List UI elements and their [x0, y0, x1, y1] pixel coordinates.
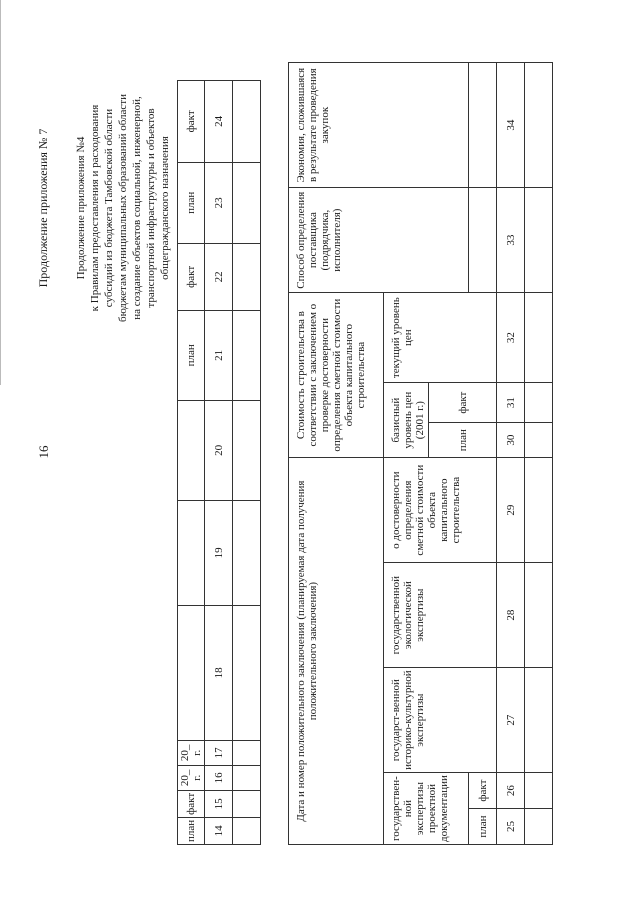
scan-artifact-line: [0, 0, 1, 385]
column-number: 33: [497, 188, 525, 293]
header-fact: факт: [429, 383, 497, 423]
column-number: 31: [497, 383, 525, 423]
column-number: 30: [497, 423, 525, 458]
table-header-cell: 20_ г.: [178, 740, 205, 765]
column-number: 15: [205, 790, 233, 817]
header-current-price-level: текущий уровень цен: [384, 293, 497, 383]
table-header-cell: план: [178, 310, 205, 400]
table-number-row: [497, 63, 525, 845]
table-header-cell: факт: [178, 243, 205, 310]
table-header-cell: факт: [178, 790, 205, 817]
table-empty-row: [525, 63, 553, 845]
table-header-row: [178, 80, 205, 844]
heading-line: общегражданского назначения: [159, 136, 171, 280]
column-number: 23: [205, 162, 233, 243]
appendix-heading: [74, 88, 172, 328]
column-number: 20: [205, 400, 233, 500]
table-header-row-1: [289, 63, 384, 845]
table-empty-row: [233, 80, 261, 844]
heading-line: на создание объектов социальной, инженерной,: [131, 96, 143, 320]
table-header-cell: факт: [178, 80, 205, 162]
heading-line: бюджетам муниципальных образований области: [117, 94, 129, 323]
column-number: 24: [205, 80, 233, 162]
header-cost-reliability: о достоверности определения сметной стоимости объекта капитального строительства: [384, 458, 497, 563]
column-number: 27: [497, 668, 525, 773]
heading-line: субсидий из бюджета Тамбовской области: [103, 108, 115, 308]
header-fact: факт: [469, 773, 497, 809]
heading-line: к Правилам предоставления и расходования: [89, 104, 101, 312]
header-procurement-savings: Экономия, сложившаяся в результате проведения закупок: [289, 63, 469, 188]
header-historical-expertise: государст-венной историко-культурной экспертизы: [384, 668, 497, 773]
header-construction-cost: Стоимость строительства в соответствии с заключением о проверке достоверности определения сметной стоимости объекта капитального строительства: [289, 293, 384, 458]
column-number: 21: [205, 310, 233, 400]
page-number: 16: [36, 445, 51, 459]
header-supplier-method: Способ определения поставщика (подрядчика, исполнителя): [289, 188, 469, 293]
column-number: 32: [497, 293, 525, 383]
header-base-price-level: базисный уровень цен (2001 г.): [384, 383, 429, 458]
header-plan: план: [429, 423, 497, 458]
column-number: 19: [205, 500, 233, 605]
header-plan: план: [469, 809, 497, 845]
header-state-expertise: государствен-ной экспертизы проектной документации: [384, 773, 469, 845]
column-number: 29: [497, 458, 525, 563]
column-number: 28: [497, 563, 525, 668]
column-number: 22: [205, 243, 233, 310]
table-expertise-and-cost: [288, 62, 553, 845]
table-continuation-top: [177, 80, 261, 845]
column-number: 34: [497, 63, 525, 188]
column-number: 26: [497, 773, 525, 809]
appendix-continuation-title: Продолжение приложения № 7: [36, 128, 50, 288]
column-number: 14: [205, 817, 233, 844]
table-header-cell: план: [178, 817, 205, 844]
table-header-cell: 20_ г.: [178, 765, 205, 790]
table-header-cell: [178, 400, 205, 500]
heading-line: Продолжение приложения №4: [75, 136, 87, 280]
column-number: 25: [497, 809, 525, 845]
heading-line: транспортной инфраструктуры и объектов: [145, 108, 157, 308]
column-number: 16: [205, 765, 233, 790]
table-header-cell: [178, 605, 205, 740]
table-header-cell: план: [178, 162, 205, 243]
table-number-row: [205, 80, 233, 844]
table-header-cell: [178, 500, 205, 605]
header-ecological-expertise: государственной экологической экспертизы: [384, 563, 497, 668]
column-number: 18: [205, 605, 233, 740]
column-number: 17: [205, 740, 233, 765]
header-approval-date: Дата и номер положительного заключения (планируемая дата получения положительного заключения): [289, 458, 384, 845]
